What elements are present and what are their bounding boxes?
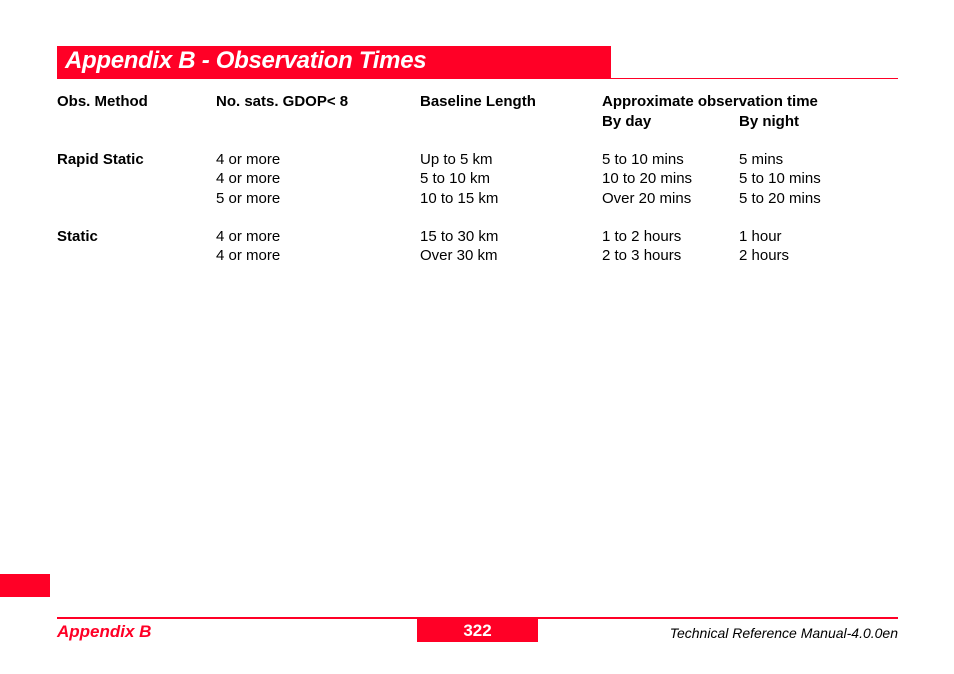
table-cell-day: 2 to 3 hours [602,247,682,264]
table-cell-day: 10 to 20 mins [602,170,693,187]
table-cell-day: 5 to 10 mins [602,151,684,168]
table-cell-sats: 5 or more [216,190,281,207]
table-cell-baseline: 10 to 15 km [420,190,499,207]
header-approx-time: Approximate observation time [602,93,818,110]
header-obs-method: Obs. Method [57,93,148,110]
table-cell-night: 5 mins [739,151,784,168]
method-static: Static [57,228,98,245]
table-cell-night: 5 to 10 mins [739,170,821,187]
title-bar [57,46,611,79]
page-number: 322 [417,619,538,642]
table-cell-baseline: 5 to 10 km [420,170,491,187]
method-rapid-static: Rapid Static [57,151,144,168]
header-no-sats: No. sats. GDOP< 8 [216,93,349,110]
table-cell-day: 1 to 2 hours [602,228,682,245]
table-cell-baseline: Up to 5 km [420,151,493,168]
table-cell-sats: 4 or more [216,170,281,187]
footer-manual-title: Technical Reference Manual-4.0.0en [669,625,898,641]
table-cell-sats: 4 or more [216,228,281,245]
table-cell-night: 5 to 20 mins [739,190,821,207]
footer-section-label: Appendix B [57,622,152,641]
section-tab-marker [0,574,50,597]
header-baseline-length: Baseline Length [420,93,536,110]
table-cell-baseline: 15 to 30 km [420,228,499,245]
header-by-night: By night [739,113,799,130]
title-rule [611,78,898,79]
table-cell-day: Over 20 mins [602,190,692,207]
table-cell-night: 1 hour [739,228,782,245]
header-by-day: By day [602,113,652,130]
table-cell-sats: 4 or more [216,247,281,264]
table-cell-sats: 4 or more [216,151,281,168]
page-title: Appendix B - Observation Times [65,47,427,74]
table-cell-baseline: Over 30 km [420,247,498,264]
table-cell-night: 2 hours [739,247,790,264]
